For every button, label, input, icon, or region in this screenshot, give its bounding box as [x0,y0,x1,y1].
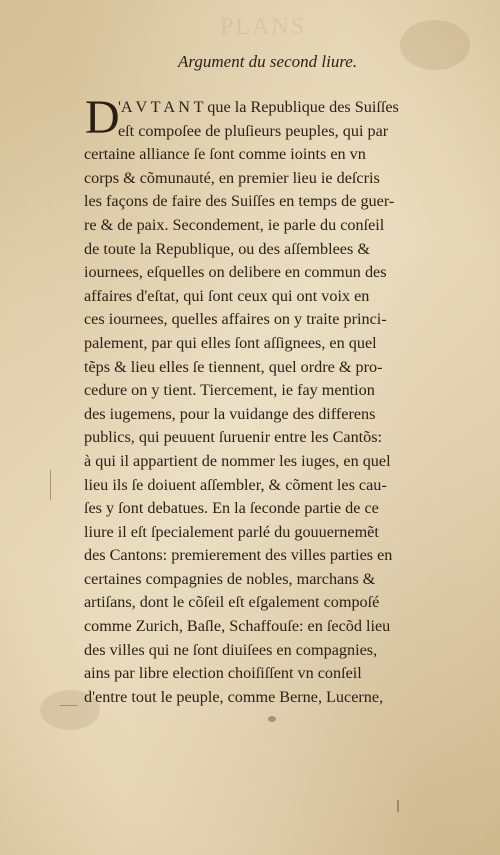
text-line: des villes qui ne ſont diuiſees en compagnies, [84,640,378,659]
text-line: des iugemens, pour la vuidange des differens [84,404,376,423]
text-line: cedure on y tient. Tiercement, ie fay mention [84,381,375,400]
text-line: ces iournees, quelles affaires on y traite princi- [84,310,387,329]
text-line: liure il eſt ſpecialement parlé du gouuernemẽt [84,522,379,541]
ink-mark [268,716,276,722]
text-line: eſt compoſee de pluſieurs peuples, qui par [118,121,389,140]
paper-stain [400,20,470,70]
ink-mark [60,705,78,706]
text-line: certaine alliance ſe ſont comme ioints en vn [84,145,366,164]
text-line: tẽps & lieu elles ſe tiennent, quel ordre & pro- [84,357,383,376]
running-head: Argument du second liure. [178,52,358,71]
body-text [84,91,472,709]
text-line: ſes y ſont debatues. En la ſeconde partie de ce [84,499,379,518]
text-line: affaires d'eſtat, qui ſont ceux qui ont voix en [84,286,370,305]
text-line: artiſans, dont le cõſeil eſt eſgalement compoſé [84,593,380,612]
text-line: publics, qui peuuent ſuruenir entre les Cantõs: [84,428,383,447]
text-line: de toute la Republique, ou des aſſemblees & [84,239,370,258]
text-line: corps & cõmunauté, en premier lieu ie deſcris [84,168,380,187]
show-through-heading: PLANS [220,14,307,40]
drop-cap: D [85,91,120,144]
text-line: ains par libre election choiſiſſent vn conſeil [84,664,362,683]
text-line: les façons de faire des Suiſſes en temps de guer- [84,192,395,211]
ink-mark [397,800,399,812]
text-line: certaines compagnies de nobles, marchans & [84,569,376,588]
text-line: des Cantons: premierement des villes parties en [84,546,393,565]
text-line: palement, par qui elles ſont aſſignees, en quel [84,333,377,352]
text-line: comme Zurich, Baſle, Schaffouſe: en ſecõd lieu [84,617,391,636]
ink-mark [50,470,51,500]
text-line: 'A V T A N T que la Republique des Suiſſes [118,98,399,116]
text-line: d'entre tout le peuple, comme Berne, Lucerne, [84,687,384,706]
text-line: lieu ils ſe doiuent aſſembler, & cõment les cau- [84,475,387,494]
text-line: re & de paix. Secondement, ie parle du conſeil [84,215,385,234]
text-line: iournees, eſquelles on delibere en commun des [84,263,387,282]
text-line: à qui il appartient de nommer les iuges, en quel [84,451,391,470]
